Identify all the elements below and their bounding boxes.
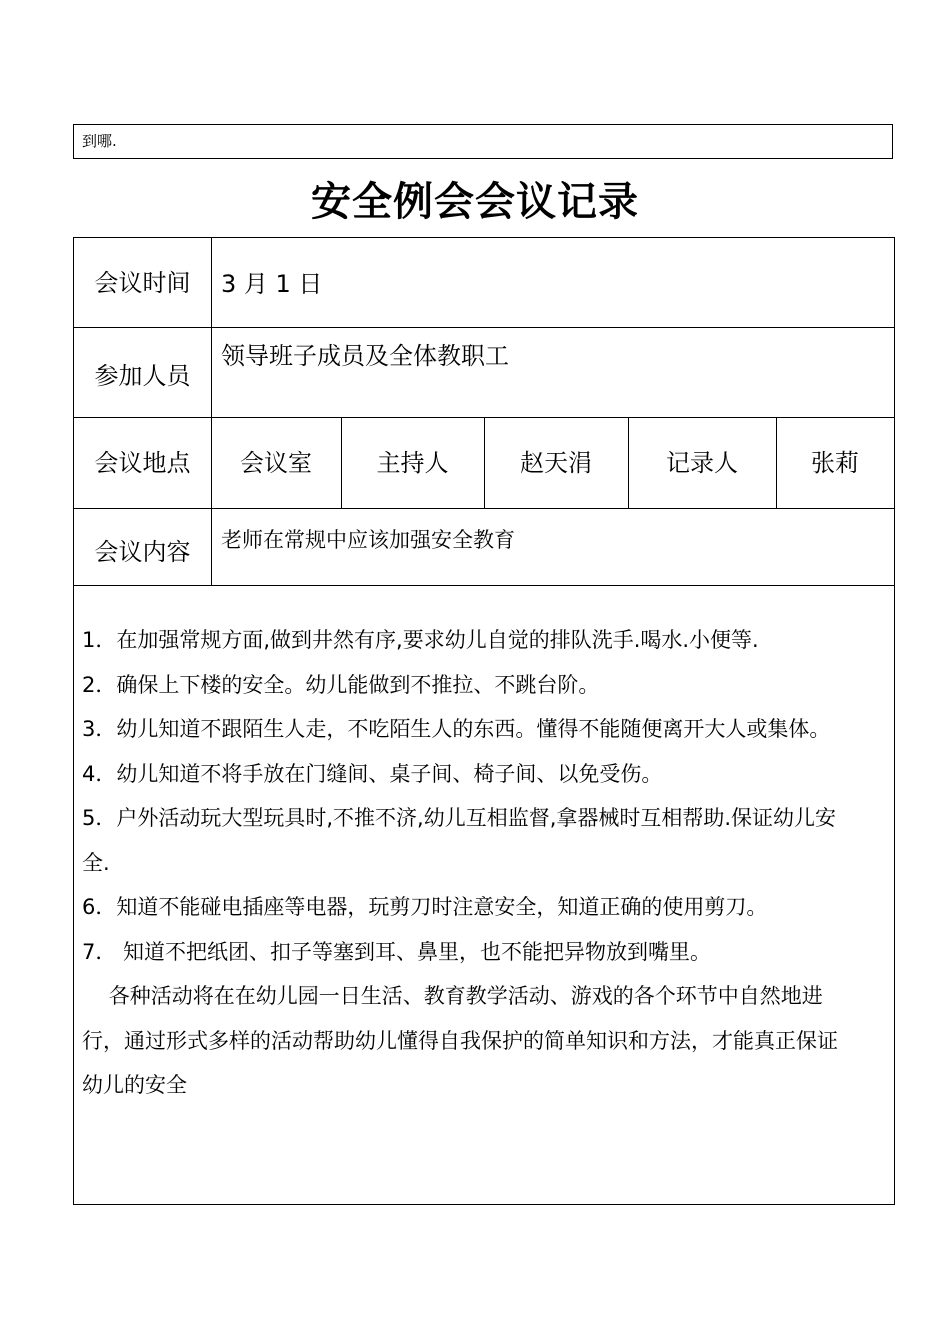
detail-line: 幼儿的安全 <box>82 1073 187 1097</box>
detail-line: 4．幼儿知道不将手放在门缝间、桌子间、椅子间、以免受伤。 <box>82 761 663 786</box>
meeting-details <box>82 618 888 1108</box>
detail-line: 各种活动将在在幼儿园一日生活、教育教学活动、游戏的各个环节中自然地进 <box>82 984 823 1008</box>
location-label: 会议地点 <box>94 448 191 477</box>
recorder-value: 张莉 <box>811 448 859 477</box>
host-value: 赵天涓 <box>520 448 592 477</box>
detail-line: 行，通过形式多样的活动帮助幼儿懂得自我保护的简单知识和方法，才能真正保证 <box>82 1028 838 1053</box>
recorder-label: 记录人 <box>666 448 738 477</box>
detail-line: 5．户外活动玩大型玩具时,不推不济,幼儿互相监督,拿器械时互相帮助.保证幼儿安 <box>82 806 837 830</box>
content-label: 会议内容 <box>94 537 191 566</box>
previous-page-fragment <box>73 124 893 159</box>
time-value: 3 月 1 日 <box>221 270 323 298</box>
detail-line: 全. <box>82 850 110 875</box>
detail-line: 1．在加强常规方面,做到井然有序,要求幼儿自觉的排队洗手.喝水.小便等. <box>82 628 759 652</box>
row-divider <box>74 585 894 586</box>
host-label: 主持人 <box>376 448 449 477</box>
location-value: 会议室 <box>240 448 312 477</box>
detail-line: 6．知道不能碰电插座等电器，玩剪刀时注意安全，知道正确的使用剪刀。 <box>82 895 768 919</box>
content-value: 老师在常规中应该加强安全教育 <box>221 528 515 552</box>
label-column-divider <box>211 238 212 585</box>
detail-line: 2．确保上下楼的安全。幼儿能做到不推拉、不跳台阶。 <box>82 672 600 697</box>
attendees-value: 领导班子成员及全体教职工 <box>221 342 509 370</box>
time-label: 会议时间 <box>94 268 191 297</box>
page-title: 安全例会会议记录 <box>311 179 639 225</box>
detail-line: 3．幼儿知道不跟陌生人走，不吃陌生人的东西。懂得不能随便离开大人或集体。 <box>82 717 831 741</box>
previous-page-text: 到哪. <box>82 132 117 150</box>
detail-line: 7． 知道不把纸团、扣子等塞到耳、鼻里，也不能把异物放到嘴里。 <box>82 939 712 964</box>
meeting-record-form <box>73 237 895 1205</box>
attendees-label: 参加人员 <box>94 362 191 390</box>
